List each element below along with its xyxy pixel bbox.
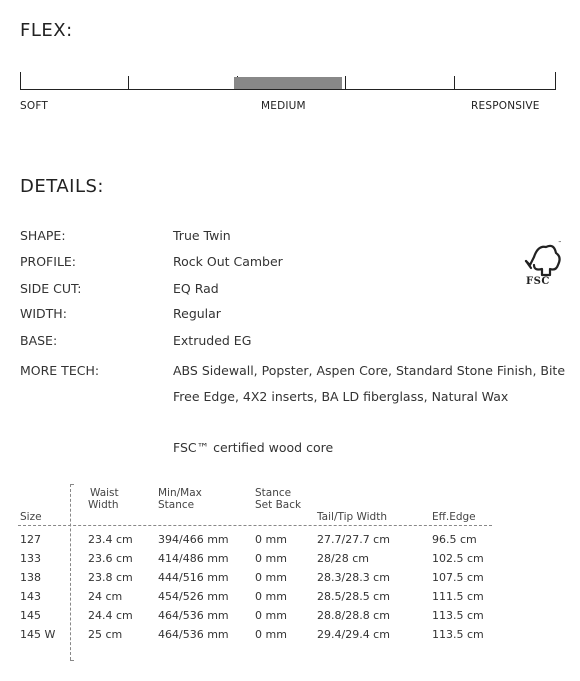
- flex-level-fill: [234, 77, 342, 89]
- table-cell-stance: 414/486 mm: [158, 552, 229, 565]
- table-cell-stance: 464/536 mm: [158, 628, 229, 641]
- flex-title: FLEX:: [20, 20, 73, 41]
- table-cell-edge: 113.5 cm: [432, 609, 484, 622]
- table-cell-size: 138: [20, 571, 41, 584]
- flex-scale: [20, 62, 556, 90]
- col-header-stance-line2: Stance: [158, 499, 195, 511]
- col-header-stance-line1: Min/Max: [158, 487, 202, 499]
- detail-value-side-cut: EQ Rad: [173, 281, 219, 296]
- table-cell-size: 127: [20, 533, 41, 546]
- flex-scale-tick: [20, 72, 21, 90]
- flex-label-medium: MEDIUM: [261, 100, 306, 112]
- col-header-setback-line1: Stance: [255, 487, 292, 499]
- flex-label-soft: SOFT: [20, 100, 48, 112]
- table-cell-tailtip: 28/28 cm: [317, 552, 369, 565]
- detail-value-base: Extruded EG: [173, 333, 252, 348]
- table-cell-waist: 23.4 cm: [88, 533, 133, 546]
- table-cell-size: 143: [20, 590, 41, 603]
- table-cell-edge: 96.5 cm: [432, 533, 477, 546]
- table-cell-waist: 23.8 cm: [88, 571, 133, 584]
- flex-scale-tick: [555, 72, 556, 90]
- table-cell-stance: 394/466 mm: [158, 533, 229, 546]
- col-header-size: Size: [20, 511, 42, 523]
- col-header-tail-tip: Tail/Tip Width: [317, 511, 387, 523]
- col-header-waist-line1: Waist: [90, 487, 119, 499]
- table-cell-edge: 102.5 cm: [432, 552, 484, 565]
- table-cell-setback: 0 mm: [255, 571, 287, 584]
- table-divider: [70, 484, 76, 660]
- table-cell-stance: 464/536 mm: [158, 609, 229, 622]
- table-cell-setback: 0 mm: [255, 590, 287, 603]
- detail-value-more-tech: ABS Sidewall, Popster, Aspen Core, Standard Stone Finish, Bite Free Edge, 4X2 inserts, BA LD fiberglass, Natural Wax: [173, 363, 566, 404]
- table-cell-edge: 111.5 cm: [432, 590, 484, 603]
- table-cell-waist: 24.4 cm: [88, 609, 133, 622]
- col-header-waist-line2: Width: [88, 499, 119, 511]
- table-cell-stance: 444/516 mm: [158, 571, 229, 584]
- flex-scale-tick: [128, 76, 129, 90]
- table-cell-setback: 0 mm: [255, 533, 287, 546]
- detail-value-profile: Rock Out Camber: [173, 254, 283, 269]
- table-cell-edge: 107.5 cm: [432, 571, 484, 584]
- table-cell-size: 145: [20, 609, 41, 622]
- table-cell-tailtip: 27.7/27.7 cm: [317, 533, 390, 546]
- table-cell-setback: 0 mm: [255, 628, 287, 641]
- svg-text:™: ™: [558, 240, 562, 245]
- detail-label-more-tech: MORE TECH:: [20, 363, 100, 378]
- flex-scale-tick: [345, 76, 346, 90]
- table-cell-tailtip: 28.3/28.3 cm: [317, 571, 390, 584]
- flex-scale-tick: [454, 76, 455, 90]
- detail-label-base: BASE:: [20, 333, 58, 348]
- table-cell-stance: 454/526 mm: [158, 590, 229, 603]
- fsc-logo: [520, 235, 564, 293]
- fsc-note: FSC™ certified wood core: [173, 440, 334, 455]
- detail-label-side-cut: SIDE CUT:: [20, 281, 82, 296]
- detail-label-width: WIDTH:: [20, 306, 67, 321]
- table-header-rule: [18, 525, 492, 526]
- details-title: DETAILS:: [20, 176, 104, 197]
- col-header-eff-edge: Eff.Edge: [432, 511, 476, 523]
- detail-label-shape: SHAPE:: [20, 228, 66, 243]
- table-cell-size: 145 W: [20, 628, 56, 641]
- col-header-setback-line2: Set Back: [255, 499, 302, 511]
- fsc-logo-text: FSC: [526, 276, 550, 287]
- detail-value-width: Regular: [173, 306, 221, 321]
- table-cell-waist: 23.6 cm: [88, 552, 133, 565]
- table-cell-setback: 0 mm: [255, 552, 287, 565]
- detail-value-shape: True Twin: [173, 228, 231, 243]
- table-cell-waist: 25 cm: [88, 628, 123, 641]
- table-cell-tailtip: 28.8/28.8 cm: [317, 609, 390, 622]
- table-divider-cap: [70, 484, 74, 485]
- table-cell-size: 133: [20, 552, 41, 565]
- detail-label-profile: PROFILE:: [20, 254, 77, 269]
- table-cell-tailtip: 29.4/29.4 cm: [317, 628, 390, 641]
- table-cell-waist: 24 cm: [88, 590, 123, 603]
- table-cell-tailtip: 28.5/28.5 cm: [317, 590, 390, 603]
- table-cell-setback: 0 mm: [255, 609, 287, 622]
- flex-label-responsive: RESPONSIVE: [471, 100, 540, 112]
- table-divider-cap: [70, 660, 74, 661]
- table-cell-edge: 113.5 cm: [432, 628, 484, 641]
- flex-scale-baseline: [20, 89, 556, 90]
